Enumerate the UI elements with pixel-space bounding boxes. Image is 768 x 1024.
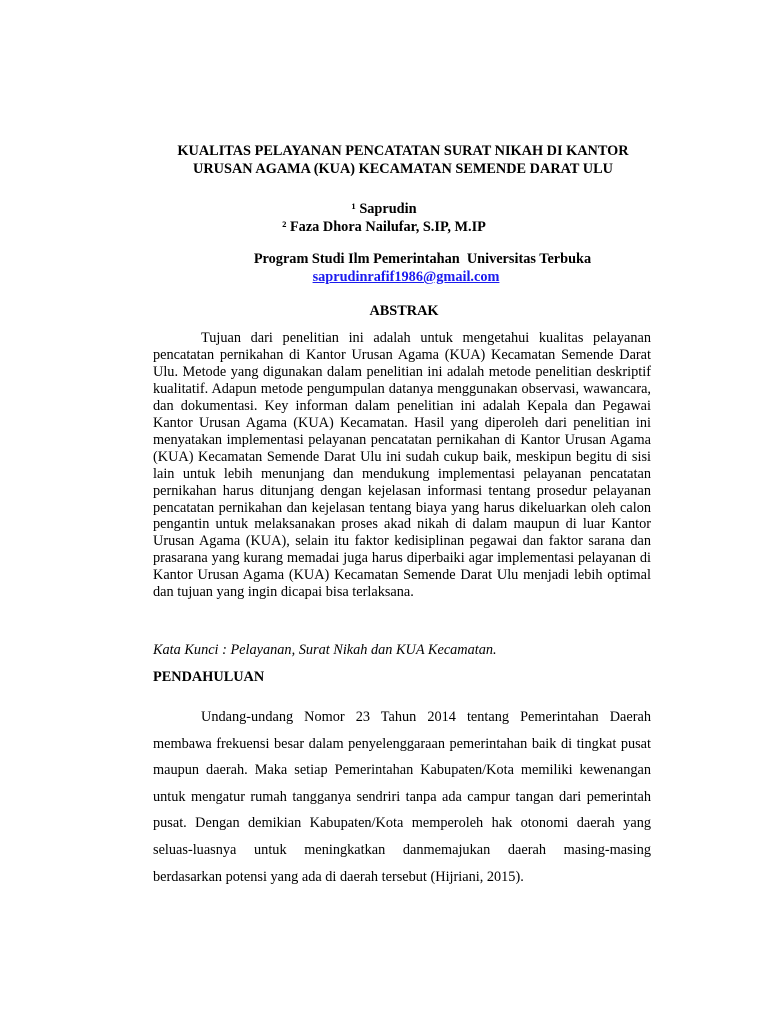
- title-line-1: KUALITAS PELAYANAN PENCATATAN SURAT NIKAH DI KANTOR: [177, 143, 629, 159]
- abstract-body: Tujuan dari penelitian ini adalah untuk mengetahui kualitas pelayanan pencatatan pernikahan di Kantor Urusan Agama (KUA) Kecamatan Semende Darat Ulu. Metode yang digunakan dalam penelitian ini adalah metode penelitian deskriptif kualitatif. Adapun metode pengumpulan datanya menggunakan observasi, wawancara, dan dokumentasi. Key informan dalam penelitian ini adalah Kepala dan Pegawai Kantor Urusan Agama (KUA) Kecamatan. Hasil yang diperoleh dari penelitian ini menyatakan implementasi pelayanan pencatatan pernikahan di Kantor Urusan Agama (KUA) Kecamatan Semende Darat Ulu ini sudah cukup baik, meskipun begitu di sisi lain untuk lebih menunjang dan mendukung implementasi pelayanan pencatatan pernikahan harus ditunjang dengan kejelasan informasi tentang prosedur pelayanan pencatatan pernikahan dan kejelasan tentang biaya yang harus dikeluarkan oleh calon pengantin untuk melaksanakan proses akad nikah di dalam maupun di luar Kantor Urusan Agama (KUA), selain itu faktor kedisiplinan pegawai dan faktor sarana dan prasarana yang kurang memadai juga harus diperbaiki agar implementasi pelayanan di Kantor Urusan Agama (KUA) Kecamatan Semende Darat Ulu menjadi lebih optimal dan tujuan yang ingin dicapai bisa terlaksana.: [153, 330, 651, 601]
- paper-title: [140, 142, 666, 178]
- author-2: ² Faza Dhora Nailufar, S.IP, M.IP: [282, 219, 486, 235]
- abstract-heading: ABSTRAK: [369, 303, 439, 319]
- email-link[interactable]: saprudinrafif1986@gmail.com: [312, 269, 500, 285]
- introduction-paragraph: Undang-undang Nomor 23 Tahun 2014 tentang Pemerintahan Daerah membawa frekuensi besar dalam penyelenggaraan pemerintahan baik di tingkat pusat maupun daerah. Maka setiap Pemerintahan Kabupaten/Kota memiliki kewenangan untuk mengatur rumah tangganya sendriri tanpa ada campur tangan dari pemerintah pusat. Dengan demikian Kabupaten/Kota memperoleh hak otonomi daerah yang seluas-luasnya untuk meningkatkan danmemajukan daerah masing-masing berdasarkan potensi yang ada di daerah tersebut (Hijriani, 2015).: [153, 709, 651, 885]
- keywords: Kata Kunci : Pelayanan, Surat Nikah dan KUA Kecamatan.: [153, 642, 497, 658]
- section-heading-pendahuluan: PENDAHULUAN: [153, 669, 265, 685]
- title-line-2: URUSAN AGAMA (KUA) KECAMATAN SEMENDE DARAT ULU: [193, 161, 613, 177]
- author-1: ¹ Saprudin: [351, 201, 417, 217]
- affiliation: Program Studi Ilm Pemerintahan Universitas Terbuka: [253, 251, 592, 267]
